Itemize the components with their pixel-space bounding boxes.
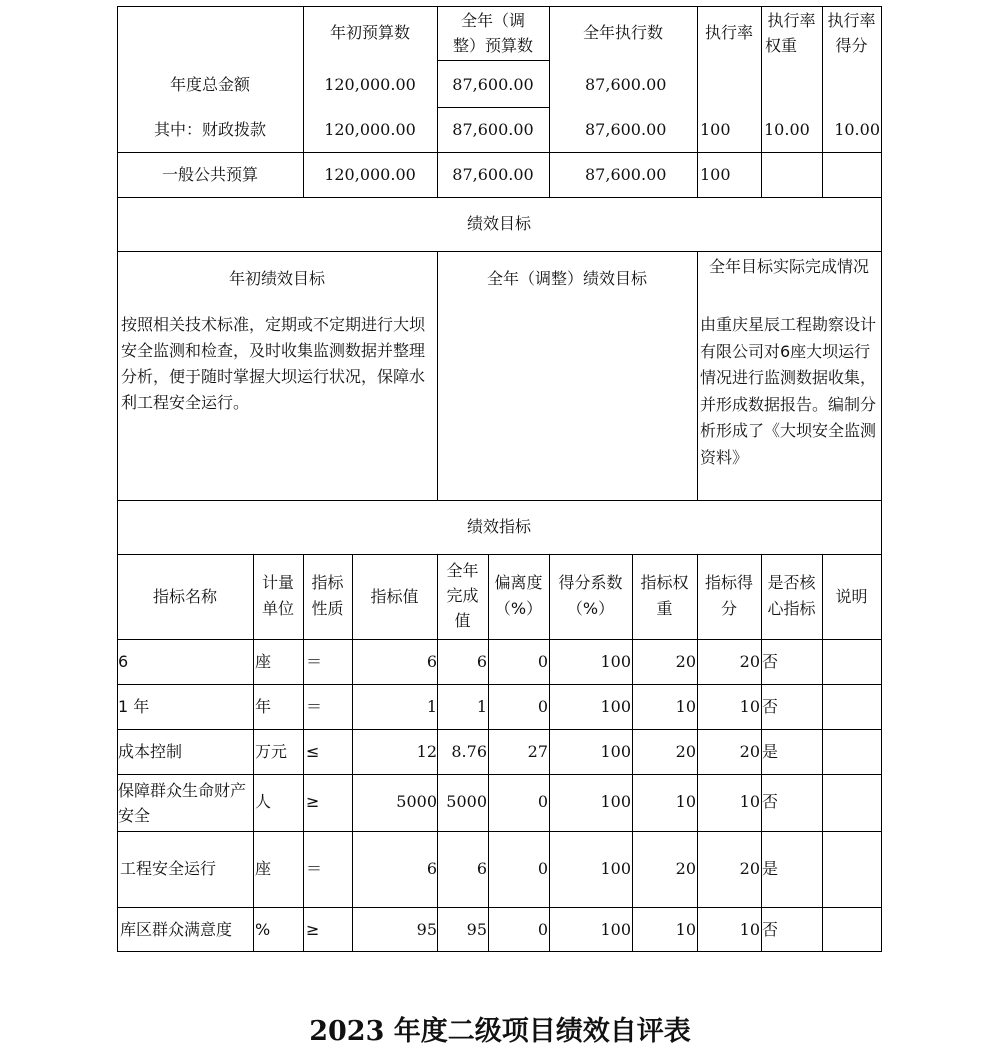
indicator-core: 否 [762,697,779,716]
indicator-target: 95 [416,920,437,939]
budget-row-label: 其中：财政拨款 [153,120,266,139]
indicator-nature: ≥ [306,920,320,939]
indicator-actual: 1 [476,697,487,716]
indicator-score: 10 [739,920,760,939]
goals-actual-header: 全年目标实际完成情况 [708,257,869,276]
header-deviation-line2: （%） [494,599,543,618]
indicator-target: 12 [416,742,437,761]
header-unit-line2: 单位 [261,599,294,618]
indicator-actual: 5000 [446,792,487,811]
indicator-deviation: 0 [537,652,548,671]
header-rate-weight-line1: 执行率 [767,11,816,30]
header-weight-line1: 指标权 [640,573,689,592]
indicator-nature: ≤ [306,742,320,761]
indicator-coef: 100 [600,859,631,878]
indicator-nature: ＝ [306,697,323,716]
budget-row-score: 10.00 [834,120,880,139]
indicator-core: 否 [762,652,779,671]
header-note: 说明 [835,587,868,606]
budget-row-rate: 100 [700,165,731,184]
indicator-score: 20 [739,652,760,671]
goals-section-title: 绩效目标 [466,214,531,233]
indicator-unit: % [255,920,271,939]
header-rate-score-line1: 执行率 [827,11,876,30]
header-rate-weight-line2: 权重 [765,36,798,55]
header-weight-line2: 重 [656,599,673,618]
budget-row-adjusted: 87,600.00 [452,120,534,139]
budget-row-initial: 120,000.00 [324,75,416,94]
header-deviation-line1: 偏离度 [494,573,543,592]
header-initial-budget: 年初预算数 [329,23,410,42]
budget-row-label: 一般公共预算 [161,165,258,184]
indicator-coef: 100 [600,792,631,811]
indicator-name: 工程安全运行 [120,859,217,878]
indicator-deviation: 0 [537,697,548,716]
indicator-unit: 座 [255,652,272,671]
indicator-unit: 年 [255,697,272,716]
header-coef-line1: 得分系数 [558,573,623,592]
indicator-weight: 10 [675,920,696,939]
indicator-weight: 20 [675,742,696,761]
budget-row-executed: 87,600.00 [585,120,667,139]
header-executed: 全年执行数 [582,23,663,42]
indicator-deviation: 0 [537,792,548,811]
indicator-name: 6 [118,652,129,671]
header-core-line2: 心指标 [767,599,816,618]
goals-actual-text: 由重庆星辰工程勘察设计有限公司对6座大坝运行情况进行监测数据收集，并形成数据报告。编制分析形成了《大坝安全监测资料》 [700,315,877,467]
indicator-target: 5000 [396,792,437,811]
indicator-deviation: 27 [527,742,548,761]
indicator-nature: ≥ [306,792,320,811]
indicator-actual: 6 [476,859,487,878]
indicator-unit: 座 [255,859,272,878]
header-exec-rate: 执行率 [704,23,753,42]
header-coef-line2: （%） [566,599,615,618]
budget-row-rate: 100 [700,120,731,139]
indicator-deviation: 0 [537,859,548,878]
indicator-deviation: 0 [537,920,548,939]
header-adjusted-budget-line2: 整）预算数 [452,36,533,55]
budget-row-initial: 120,000.00 [324,120,416,139]
indicator-coef: 100 [600,920,631,939]
indicator-nature: ＝ [306,859,323,878]
header-actual-line1: 全年 [446,561,479,580]
header-actual-line3: 值 [454,611,471,630]
header-score-line2: 分 [720,599,737,618]
budget-row-initial: 120,000.00 [324,165,416,184]
goals-initial-header: 年初绩效目标 [228,269,325,288]
indicator-name: 成本控制 [118,742,183,761]
indicator-actual: 8.76 [451,742,487,761]
indicator-score: 20 [739,742,760,761]
budget-row-adjusted: 87,600.00 [452,165,534,184]
header-adjusted-budget-line1: 全年（调 [460,11,525,30]
indicator-actual: 6 [476,652,487,671]
indicator-actual: 95 [466,920,487,939]
indicator-weight: 10 [675,697,696,716]
indicator-nature: ＝ [306,652,323,671]
indicator-target: 6 [426,859,437,878]
budget-row-executed: 87,600.00 [585,75,667,94]
goals-adjusted-header: 全年（调整）绩效目标 [486,269,647,288]
indicator-score: 10 [739,792,760,811]
budget-row-label: 年度总金额 [169,75,250,94]
header-nature-line1: 指标 [311,573,344,592]
indicator-core: 否 [762,920,779,939]
indicator-unit: 万元 [255,742,288,761]
indicator-core: 是 [762,742,779,761]
header-core-line1: 是否核 [767,573,816,592]
header-unit-line1: 计量 [261,573,294,592]
budget-row-weight: 10.00 [764,120,810,139]
document-title: 2023 年度二级项目绩效自评表 [309,1016,691,1047]
goals-initial-text: 按照相关技术标准，定期或不定期进行大坝安全监测和检查，及时收集监测数据并整理分析，便于随时掌握大坝运行状况，保障水利工程安全运行。 [121,315,426,412]
indicators-section-title: 绩效指标 [466,517,531,536]
indicator-score: 20 [739,859,760,878]
budget-row-adjusted: 87,600.00 [452,75,534,94]
indicator-coef: 100 [600,697,631,716]
indicator-weight: 20 [675,652,696,671]
indicator-score: 10 [739,697,760,716]
indicator-core: 是 [762,859,779,878]
header-rate-score-line2: 得分 [835,36,868,55]
indicator-name: 1 年 [118,697,150,716]
indicator-name: 保障群众生命财产安全 [118,781,247,825]
header-actual-line2: 完成 [446,586,479,605]
header-score-line1: 指标得 [704,573,753,592]
indicator-coef: 100 [600,652,631,671]
header-target: 指标值 [370,587,419,606]
indicator-target: 6 [426,652,437,671]
indicator-weight: 10 [675,792,696,811]
header-indicator-name: 指标名称 [152,587,217,606]
indicator-weight: 20 [675,859,696,878]
indicator-unit: 人 [255,792,272,811]
indicator-core: 否 [762,792,779,811]
indicator-target: 1 [426,697,437,716]
indicator-name: 库区群众满意度 [120,920,233,939]
budget-row-executed: 87,600.00 [585,165,667,184]
header-nature-line2: 性质 [311,599,344,618]
indicator-coef: 100 [600,742,631,761]
